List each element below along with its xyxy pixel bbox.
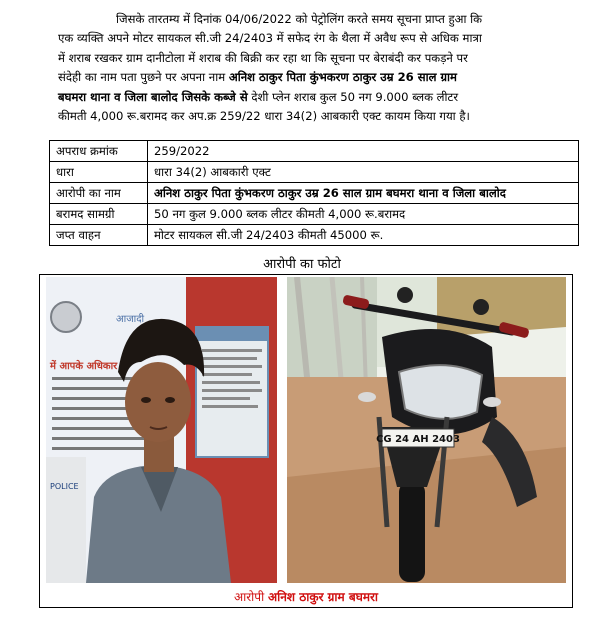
paragraph-line-5 xyxy=(58,88,578,107)
photo-heading: आरोपी का फोटो xyxy=(263,257,341,272)
paragraph-line-1: जिसके तारतम्य में दिनांक 04/06/2022 को पेट्रोलिंग करते समय सूचना प्राप्त हुआ कि xyxy=(116,12,483,26)
details-row xyxy=(50,141,579,162)
details-value: 50 नग कुल 9.000 ब्लक लीटर कीमती 4,000 रू.बरामद xyxy=(148,204,579,225)
number-plate-text: CG 24 AH 2403 xyxy=(376,434,460,445)
details-label: धारा xyxy=(50,162,148,183)
paragraph-line-3: में शराब रखकर ग्राम दानीटोला में शराब की बिक्री कर रहा था कि सूचना पर बेराबंदी कर पकड़ने पर xyxy=(58,50,468,65)
accused-address-bold: बघमरा थाना व जिला बालोद जिसके कब्जे से xyxy=(58,89,248,104)
poster-heading: में आपके अधिकार xyxy=(50,361,118,372)
front-tyre xyxy=(399,482,425,582)
paragraph-line-4-text: संदेही का नाम पता पुछने पर अपना नाम xyxy=(58,70,229,85)
paragraph-line-2: एक व्यक्ति अपने मोटर सायकल सी.जी 24/2403 में सफेद रंग के थैला में अवैध रूप से अधिक मात्रा xyxy=(58,31,482,46)
photo-frame xyxy=(39,274,573,608)
details-label: जप्त वाहन xyxy=(50,225,148,246)
details-table xyxy=(49,140,579,246)
caption-prefix: आरोपी xyxy=(233,590,268,604)
police-logo-icon xyxy=(51,302,81,332)
details-label: बरामद सामग्री xyxy=(50,204,148,225)
paragraph-line-6: कीमती 4,000 रू.बरामद कर अप.क्र 259/22 धारा 34(2) आबकारी एक्ट कायम किया गया है। xyxy=(58,109,470,124)
details-row xyxy=(50,204,579,225)
details-value: मोटर सायकल सी.जी 24/2403 कीमती 45000 रू. xyxy=(148,225,579,246)
motorcycle-photo xyxy=(287,277,566,583)
details-row xyxy=(50,162,579,183)
accused-name-bold: अनिश ठाकुर पिता कुंभकरण ठाकुर उम्र 26 साल ग्राम xyxy=(228,70,457,85)
accused-photo xyxy=(46,277,277,583)
paragraph-line-5-text: देशी प्लेन शराब कुल 50 नग 9.000 ब्लक लीटर xyxy=(247,89,459,104)
poster-logo-text: आजादी xyxy=(116,314,145,325)
paragraph-line-4 xyxy=(58,68,578,87)
police-sign-text: POLICE xyxy=(50,482,79,491)
details-value: अनिश ठाकुर पिता कुंभकरण ठाकुर उम्र 26 साल ग्राम बघमरा थाना व जिला बालोद xyxy=(148,183,579,204)
report-paragraph xyxy=(58,10,578,126)
caption-name: अनिश ठाकुर ग्राम बघमरा xyxy=(268,590,379,604)
details-row xyxy=(50,225,579,246)
details-label: अपराध क्रमांक xyxy=(50,141,148,162)
photo-caption xyxy=(40,588,572,605)
details-value: 259/2022 xyxy=(148,141,579,162)
details-label: आरोपी का नाम xyxy=(50,183,148,204)
details-value: धारा 34(2) आबकारी एक्ट xyxy=(148,162,579,183)
headlight xyxy=(399,365,482,419)
details-row xyxy=(50,183,579,204)
